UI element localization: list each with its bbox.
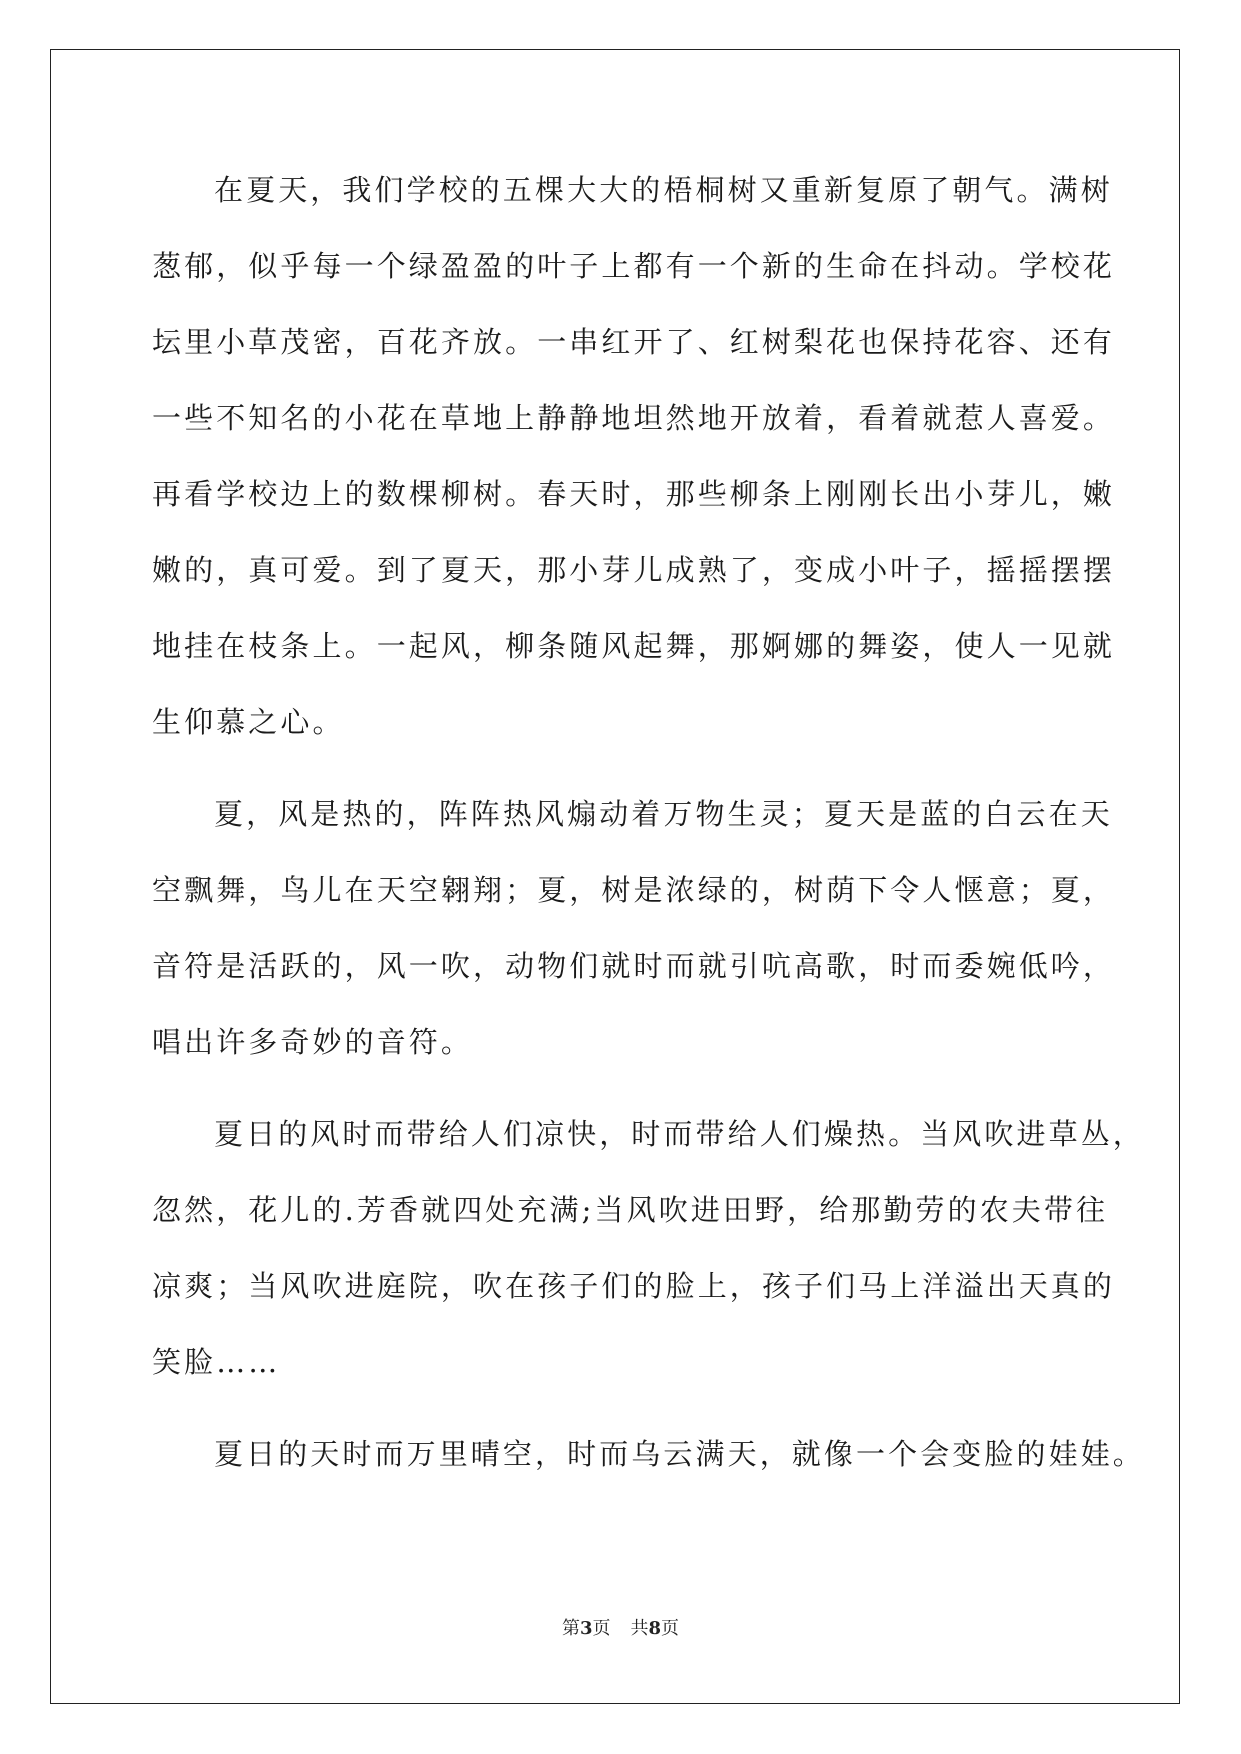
text-line: 夏，风是热的，阵阵热风煽动着万物生灵；夏天是蓝的白云在天 <box>214 797 1113 831</box>
text-line: 生仰慕之心。 <box>152 705 345 739</box>
text-line: 在夏天，我们学校的五棵大大的梧桐树又重新复原了朝气。满树 <box>214 173 1113 207</box>
text-line: 夏日的风时而带给人们凉快，时而带给人们燥热。当风吹进草丛， <box>214 1117 1145 1151</box>
text-line: 一些不知名的小花在草地上静静地坦然地开放着，看着就惹人喜爱。 <box>152 401 1116 435</box>
text-line: 坛里小草茂密，百花齐放。一串红开了、红树梨花也保持花容、还有 <box>152 325 1116 359</box>
paragraph <box>152 1424 1145 1500</box>
paragraph <box>152 784 1116 1104</box>
paragraph <box>152 160 1116 784</box>
text-line: 嫩的，真可爱。到了夏天，那小芽儿成熟了，变成小叶子，摇摇摆摆 <box>152 553 1116 587</box>
page-label-suffix: 页 <box>592 1618 611 1639</box>
text-line: 凉爽；当风吹进庭院，吹在孩子们的脸上，孩子们马上洋溢出天真的 <box>152 1269 1116 1303</box>
text-line: 葱郁，似乎每一个绿盈盈的叶子上都有一个新的生命在抖动。学校花 <box>152 249 1116 283</box>
text-line: 地挂在枝条上。一起风，柳条随风起舞，那婀娜的舞姿，使人一见就 <box>152 629 1116 663</box>
total-label-prefix: 共 <box>630 1618 649 1639</box>
total-pages: 8 <box>648 1618 662 1639</box>
text-line: 夏日的天时而万里晴空，时而乌云满天，就像一个会变脸的娃娃。 <box>214 1437 1145 1471</box>
text-line: 忽然，花儿的.芳香就四处充满;当风吹进田野，给那勤劳的农夫带往 <box>152 1193 1109 1227</box>
page-footer <box>0 1614 1241 1640</box>
total-label-suffix: 页 <box>661 1618 680 1639</box>
page-label-prefix: 第 <box>561 1618 580 1639</box>
text-line: 笑脸…… <box>152 1345 281 1379</box>
text-line: 音符是活跃的，风一吹，动物们就时而就引吭高歌，时而委婉低吟， <box>152 949 1116 983</box>
text-line: 空飘舞，鸟儿在天空翱翔；夏，树是浓绿的，树荫下令人惬意；夏， <box>152 873 1116 907</box>
paragraph <box>152 1104 1145 1424</box>
text-line: 唱出许多奇妙的音符。 <box>152 1025 474 1059</box>
text-line: 再看学校边上的数棵柳树。春天时，那些柳条上刚刚长出小芽儿，嫩 <box>152 477 1116 511</box>
page-number: 3 <box>579 1618 593 1639</box>
document-body <box>152 160 1145 1500</box>
